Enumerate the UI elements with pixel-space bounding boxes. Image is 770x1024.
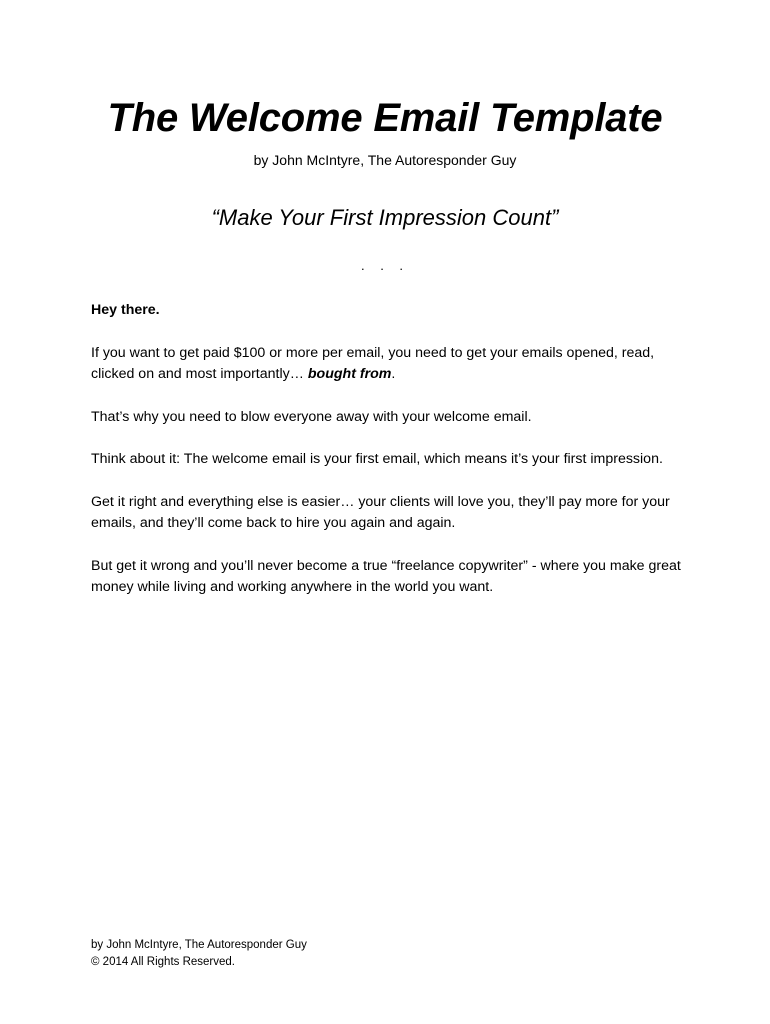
document-title: The Welcome Email Template <box>107 96 663 140</box>
paragraph-4: Get it right and everything else is easier… your clients will love you, they’ll pay more for your emails, and they’ll come back to hire you again and again. <box>91 493 670 531</box>
section-separator: . . . <box>360 258 410 273</box>
footer-byline: by John McIntyre, The Autoresponder Guy <box>91 939 307 951</box>
paragraph-1-end: . <box>391 366 396 382</box>
paragraph-1-emphasis: bought from <box>307 366 392 382</box>
document-byline: by John McIntyre, The Autoresponder Guy <box>253 152 517 168</box>
paragraph-5: But get it wrong and you’ll never become a true “freelance copywriter” - where you make great money while living and working anywhere in the world you want. <box>91 557 681 595</box>
footer-copyright: © 2014 All Rights Reserved. <box>91 956 235 968</box>
paragraph-3: Think about it: The welcome email is your first email, which means it’s your first impression. <box>91 451 663 467</box>
document-body <box>91 300 691 620</box>
paragraph-1-text: If you want to get paid $100 or more per email, you need to get your emails opened, read, clicked on and most importantly… <box>91 344 655 382</box>
paragraph-2: That’s why you need to blow everyone away with your welcome email. <box>91 408 532 425</box>
document-tagline: “Make Your First Impression Count” <box>211 205 559 230</box>
greeting-text: Hey there. <box>91 302 160 318</box>
page-footer <box>91 937 591 971</box>
paragraph-1 <box>91 343 691 386</box>
